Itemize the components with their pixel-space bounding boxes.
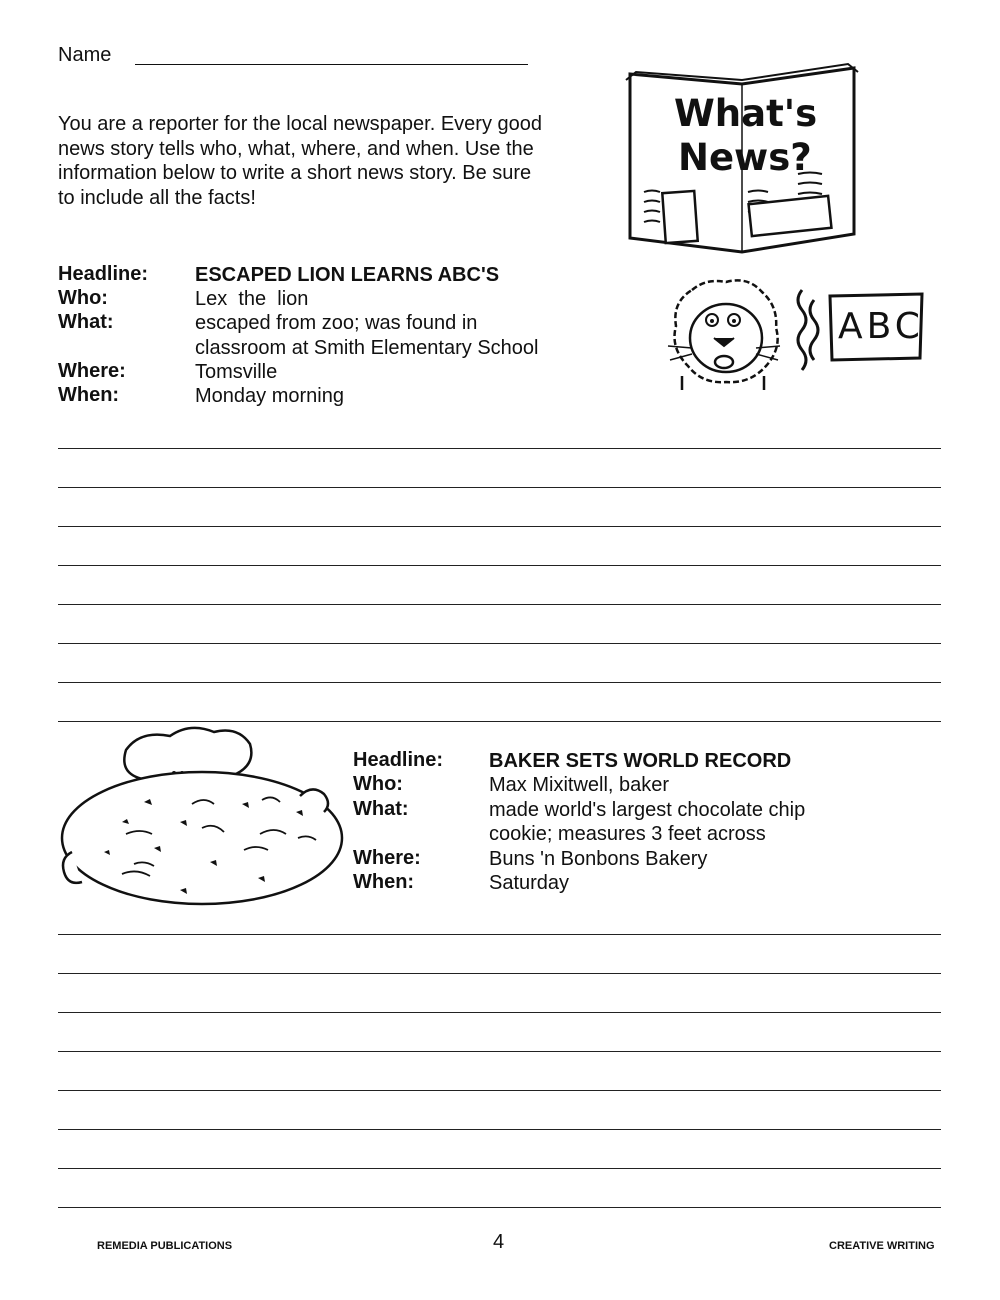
- story2-who: Max Mixitwell, baker: [489, 774, 670, 796]
- story2-where-label: Where:: [353, 847, 421, 869]
- story1-headline-label: Headline:: [58, 263, 149, 285]
- story1-write-line[interactable]: [58, 643, 941, 644]
- story2-when-label: When:: [353, 871, 415, 893]
- story2-write-line[interactable]: [58, 1051, 941, 1052]
- story2-write-line[interactable]: [58, 934, 941, 935]
- story1-who-label: Who:: [58, 287, 108, 309]
- story2-write-line[interactable]: [58, 1129, 941, 1130]
- footer-subject: CREATIVE WRITING: [829, 1240, 935, 1252]
- instructions-paragraph: You are a reporter for the local newspaper. Every good news story tells who, what, where, and when. Use the information below to write a short news story. Be sure to include all the facts!: [58, 113, 543, 209]
- story2-headline: BAKER SETS WORLD RECORD: [489, 750, 792, 772]
- story2-when: Saturday: [489, 872, 570, 894]
- lion-illustration: [652, 276, 832, 392]
- story1-what-line2: classroom at Smith Elementary School: [195, 337, 539, 359]
- story1-who: Lex the lion: [195, 288, 309, 310]
- name-label: Name: [58, 44, 112, 66]
- abc-sign-text: ABC: [838, 306, 924, 347]
- baker-cookie-illustration: [52, 724, 352, 914]
- story2-what-label: What:: [353, 798, 409, 820]
- page-number: 4: [493, 1231, 505, 1253]
- story1-write-line[interactable]: [58, 448, 941, 449]
- newspaper-title-line2: News?: [678, 136, 812, 179]
- story1-where-label: Where:: [58, 360, 126, 382]
- newspaper-title-line1: What's: [674, 92, 818, 135]
- story2-write-line[interactable]: [58, 1012, 941, 1013]
- name-write-line[interactable]: [135, 64, 528, 65]
- story1-where: Tomsville: [195, 361, 278, 383]
- story1-when: Monday morning: [195, 385, 344, 407]
- story1-write-line[interactable]: [58, 526, 941, 527]
- story2-write-line[interactable]: [58, 1207, 941, 1208]
- story1-write-line[interactable]: [58, 565, 941, 566]
- story2-where: Buns 'n Bonbons Bakery: [489, 848, 708, 870]
- story2-who-label: Who:: [353, 773, 403, 795]
- story1-write-line[interactable]: [58, 721, 941, 722]
- footer-publisher: REMEDIA PUBLICATIONS: [97, 1240, 233, 1252]
- story1-headline: ESCAPED LION LEARNS ABC'S: [195, 264, 500, 286]
- story1-write-line[interactable]: [58, 604, 941, 605]
- story2-write-line[interactable]: [58, 1168, 941, 1169]
- story2-write-line[interactable]: [58, 973, 941, 974]
- story2-write-line[interactable]: [58, 1090, 941, 1091]
- story1-write-line[interactable]: [58, 487, 941, 488]
- story1-write-line[interactable]: [58, 682, 941, 683]
- story1-when-label: When:: [58, 384, 120, 406]
- story2-what-line1: made world's largest chocolate chip: [489, 799, 806, 821]
- story1-what-label: What:: [58, 311, 114, 333]
- story2-what-line2: cookie; measures 3 feet across: [489, 823, 766, 845]
- story2-headline-label: Headline:: [353, 749, 444, 771]
- story1-what-line1: escaped from zoo; was found in: [195, 312, 478, 334]
